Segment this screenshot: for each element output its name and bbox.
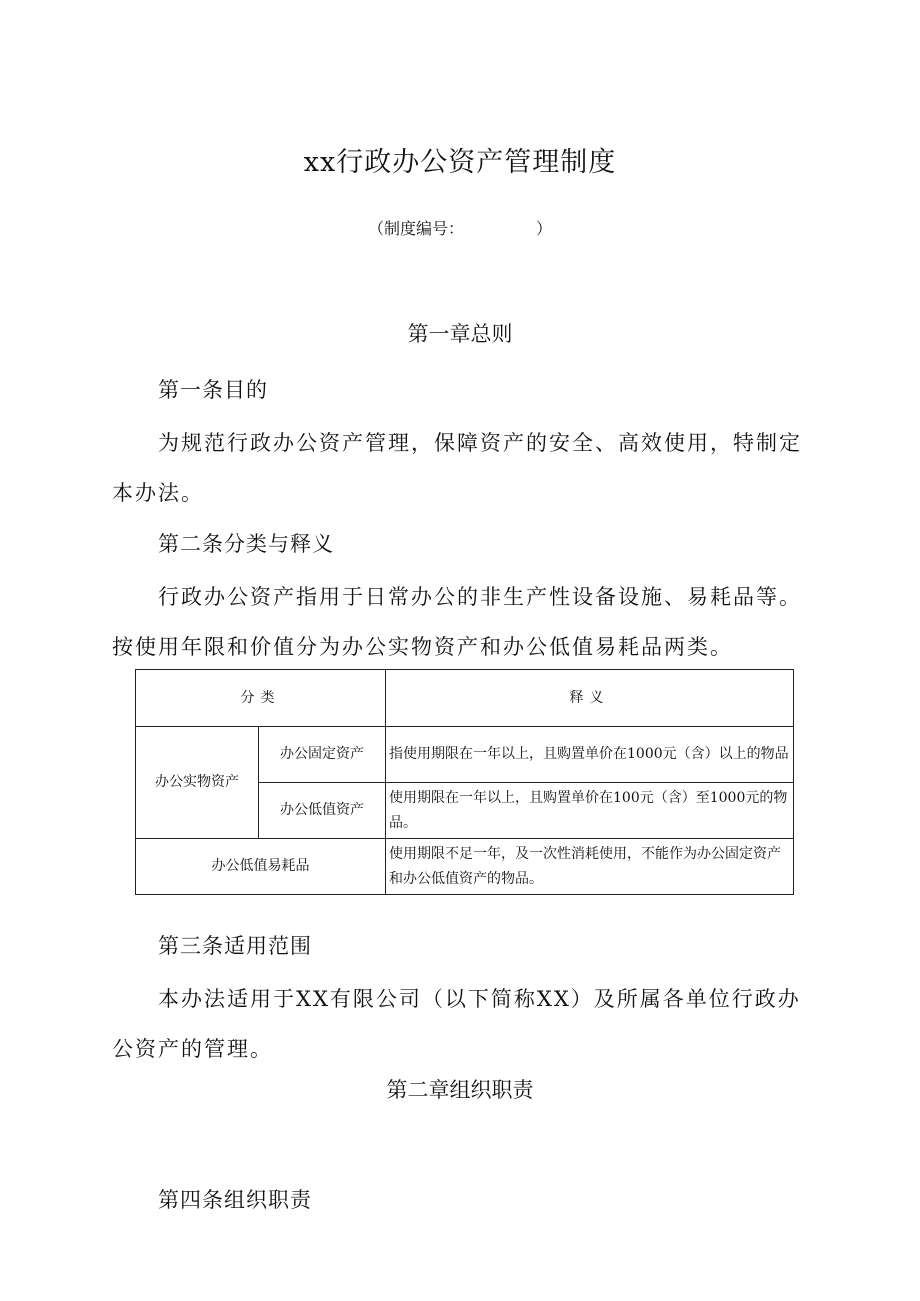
table-header-category: 分类	[136, 670, 386, 727]
article-3-text: 本办法适用于XX有限公司（以下简称XX）及所属各单位行政办公资产的管理。	[112, 987, 801, 1061]
article-1-text: 为规范行政办公资产管理，保障资产的安全、高效使用，特制定本办法。	[112, 431, 802, 505]
article-2-title: 第二条分类与释义	[158, 532, 334, 556]
document-number: （制度编号： ）	[367, 219, 552, 238]
table-row-consumable-def: 使用期限不足一年，及一次性消耗使用，不能作为办公固定资产和办公低值资产的物品。	[386, 839, 794, 895]
chapter-1-heading: 第一章总则	[407, 322, 513, 346]
asset-classification-table	[135, 669, 794, 895]
article-2-text: 行政办公资产指用于日常办公的非生产性设备设施、易耗品等。按使用年限和价值分为办公实物资产和办公低值易耗品两类。	[112, 585, 802, 659]
table-row-lowvalue-label: 办公低值资产	[259, 783, 386, 839]
document-title: xx行政办公资产管理制度	[303, 147, 617, 178]
chapter-2-heading: 第二章组织职责	[386, 1078, 534, 1102]
table-row-fixed-label: 办公固定资产	[259, 727, 386, 783]
table-row-consumable-label: 办公低值易耗品	[136, 839, 386, 895]
article-1-title: 第一条目的	[158, 378, 268, 402]
table-group-physical: 办公实物资产	[136, 727, 259, 839]
article-4-title: 第四条组织职责	[158, 1188, 312, 1212]
article-3-title: 第三条适用范围	[158, 934, 312, 958]
table-row-lowvalue-def: 使用期限在一年以上，且购置单价在100元（含）至1000元的物品。	[386, 783, 794, 839]
table-header-definition: 释义	[386, 670, 794, 727]
table-row-fixed-def: 指使用期限在一年以上，且购置单价在1000元（含）以上的物品	[386, 727, 794, 783]
